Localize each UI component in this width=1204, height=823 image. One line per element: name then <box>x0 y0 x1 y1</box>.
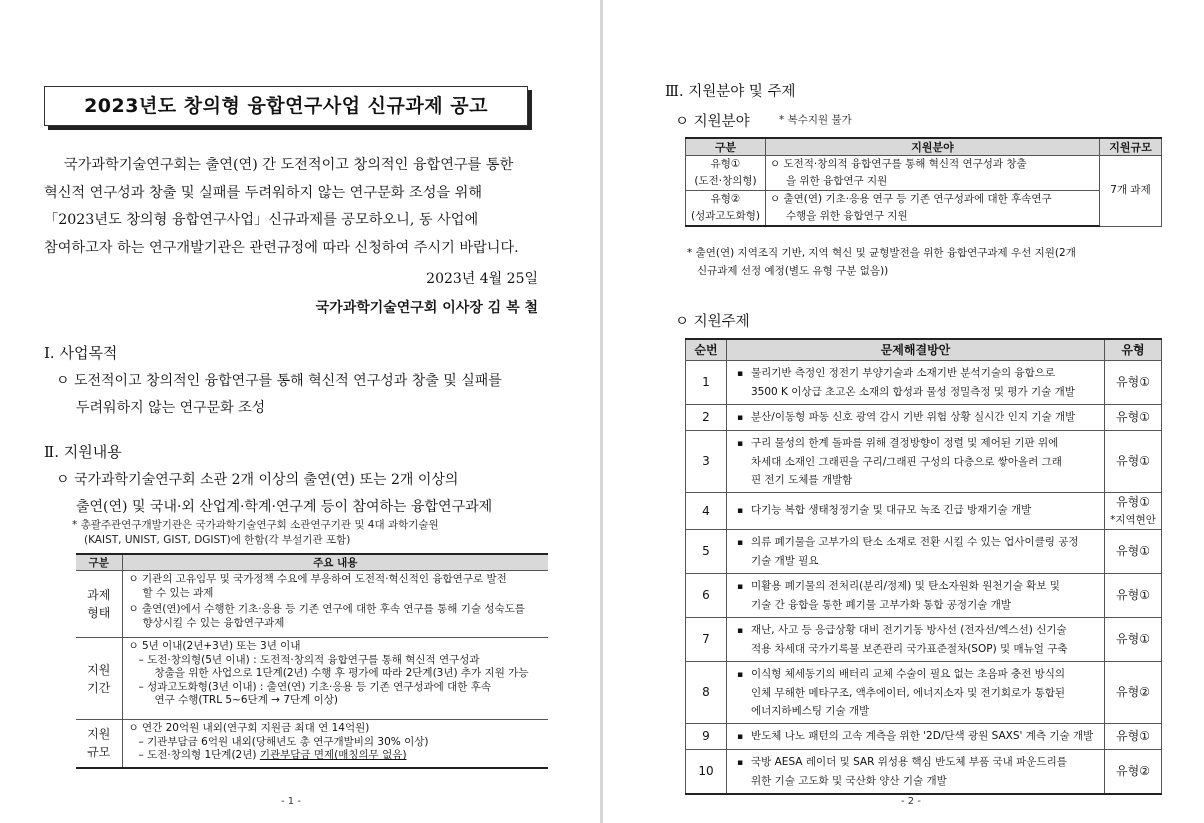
category-label: 지원 기간 <box>87 662 111 695</box>
category-label: 지원 규모 <box>87 727 111 760</box>
content-line: ㅇ 연간 20억원 내외(연구회 지원금 최대 연 14억원) <box>128 722 370 734</box>
type-line: 유형② <box>1116 764 1150 778</box>
desc-line: ㅇ 도전적·창의적 융합연구를 통해 혁신적 연구성과 창출 <box>770 158 1027 170</box>
row-content <box>122 638 548 720</box>
field-desc <box>766 191 1100 227</box>
content-line: 향상시킬 수 있는 융합연구과제 <box>142 616 285 629</box>
bullet-line: ㅇ 도전적이고 창의적인 융합연구를 통해 혁신적 연구성과 창출 및 실패를 <box>56 373 502 389</box>
solution-line: 인체 무해한 메타구조, 액추에이터, 에너지소자 및 전기회로가 통합된 <box>751 686 1066 699</box>
type-line: 유형① <box>1116 454 1150 468</box>
field-desc <box>766 156 1100 191</box>
content-line: – 도전·창의형(5년 이내) : 도전적·창의적 융합연구를 통해 혁신적 연구성과 <box>138 653 480 666</box>
document-page-2 <box>603 0 1204 823</box>
row-solution <box>727 492 1105 529</box>
support-field-table <box>685 137 1162 227</box>
table-row <box>76 720 548 768</box>
type-line: 유형① <box>1116 410 1150 424</box>
type-line: 유형① <box>1116 494 1150 509</box>
intro-line: 「2023년도 창의형 융합연구사업」신규과제를 공모하오니, 동 사업에 <box>44 212 479 228</box>
row-type <box>1105 617 1162 661</box>
type-line: 유형① <box>1116 588 1150 602</box>
page-number: - 2 - <box>901 796 921 807</box>
table-row <box>686 191 1162 227</box>
field-kind <box>686 156 766 191</box>
desc-line: 을 위한 융합연구 지원 <box>786 175 888 187</box>
row-number: 10 <box>686 749 727 794</box>
type-line: *지역현안 <box>1110 513 1156 526</box>
content-line: – 기관부담금 6억원 내외(당해년도 총 연구개발비의 30% 이상) <box>138 735 429 748</box>
row-solution <box>727 749 1105 794</box>
row-number: 3 <box>686 430 727 492</box>
table-header: 구분 <box>686 138 766 156</box>
row-type <box>1105 723 1162 749</box>
table-row <box>686 573 1162 617</box>
content-line: 창출을 위한 사업으로 1단계(2년) 수행 후 평가에 따라 2단계(3년) 추가 지원 가능 <box>154 667 529 679</box>
type-line: 유형① <box>1116 375 1150 389</box>
desc-line: 수행을 위한 융합연구 지원 <box>786 210 908 222</box>
row-type <box>1105 360 1162 404</box>
table-row <box>686 404 1162 430</box>
row-solution <box>727 573 1105 617</box>
row-type <box>1105 529 1162 573</box>
announcement-title-box <box>44 86 528 126</box>
row-category <box>76 571 122 638</box>
solution-line: ▪ 다기능 복합 생태청정기술 및 대규모 녹조 긴급 방재기술 개발 <box>737 501 1100 520</box>
type-line: 유형② <box>1116 685 1150 699</box>
content-line: ㅇ 출연(연)에서 수행한 기초·응용 등 기존 연구에 대한 후속 연구를 통해 기술 성숙도를 <box>128 603 525 615</box>
table-header: 지원규모 <box>1100 138 1162 156</box>
bullet-line: 출연(연) 및 국내·외 산업계·학계·연구계 등이 참여하는 융합연구과제 <box>76 499 493 515</box>
solution-line: 에너지하베스팅 기술 개발 <box>751 704 870 717</box>
solution-line: 기술 개발 필요 <box>751 554 819 567</box>
row-number: 7 <box>686 617 727 661</box>
document-page-1 <box>0 0 600 823</box>
row-type <box>1105 661 1162 723</box>
solution-line: 적용 차세대 국가기록물 보존관리 국가표준절차(SOP) 및 매뉴얼 구축 <box>751 642 1068 655</box>
solution-line: ▪ 반도체 나노 패턴의 고속 계측을 위한 '2D/단색 광원 SAXS' 계측 기술 개발 <box>737 727 1100 746</box>
solution-line: ▪ 구리 물성의 한계 돌파를 위해 결정방향이 정렬 및 제어된 기판 위에 <box>737 434 1100 453</box>
solution-line: ▪ 이식형 체세동기의 배터리 교체 수술이 필요 없는 초음파 충전 방식의 <box>737 665 1100 684</box>
topic-heading: ㅇ 지원주제 <box>675 314 750 330</box>
solution-line: 핀 전기 도체를 개발함 <box>751 473 853 486</box>
row-type <box>1105 430 1162 492</box>
section3-heading: Ⅲ. 지원분야 및 주제 <box>665 84 796 100</box>
bullet-line: 두려워하지 않는 연구문화 조성 <box>76 400 266 416</box>
page-number: - 1 - <box>281 796 301 807</box>
row-number: 2 <box>686 404 727 430</box>
row-content <box>122 720 548 768</box>
table-row <box>686 661 1162 723</box>
table-header: 구분 <box>76 554 122 571</box>
field-kind <box>686 191 766 227</box>
underlined-text: 기관부담금 면제(매칭의무 없음) <box>259 749 407 761</box>
kind-line: (성과고도화형) <box>690 210 761 222</box>
row-solution <box>727 360 1105 404</box>
kind-line: 유형② <box>710 193 741 205</box>
content-line: ㅇ 기관의 고유임무 및 국가정책 수요에 부응하여 도전적·혁신적인 융합연구로 발전 <box>128 573 507 585</box>
table-row <box>686 617 1162 661</box>
content-line: 할 수 있는 과제 <box>142 586 214 599</box>
row-solution <box>727 404 1105 430</box>
row-number: 1 <box>686 360 727 404</box>
table-header: 순번 <box>686 339 727 360</box>
table-row <box>686 723 1162 749</box>
table-row <box>686 360 1162 404</box>
row-type <box>1105 749 1162 794</box>
type-line: 유형① <box>1116 544 1150 558</box>
field-note: * 복수지원 불가 <box>779 114 852 126</box>
solution-line: 차세대 소재인 그래핀을 구리/그래핀 구성의 다층으로 쌓아올려 그래 <box>751 455 1062 468</box>
solution-line: ▪ 미활용 폐기물의 전처리(분리/정제) 및 탄소자원화 원천기술 확보 및 <box>737 577 1100 596</box>
solution-line: 3500 K 이상급 초고온 소재의 합성과 물성 정밀측정 및 평가 기술 개발 <box>751 385 1075 398</box>
note-line: (KAIST, UNIST, GIST, DGIST)에 한함(각 부설기관 포함) <box>84 534 351 546</box>
support-topic-table <box>685 338 1162 795</box>
kind-line: (도전·창의형) <box>694 175 757 187</box>
field-footnote <box>687 244 1076 280</box>
row-content <box>122 571 548 638</box>
field-scale: 7개 과제 <box>1100 156 1162 227</box>
row-solution <box>727 529 1105 573</box>
intro-line: 참여하고자 하는 연구개발기관은 관련규정에 따라 신청하여 주시기 바랍니다. <box>44 239 519 256</box>
signature: 국가과학기술연구회 이사장 김 복 철 <box>315 300 538 316</box>
section2-note <box>72 518 439 548</box>
table-header: 지원분야 <box>766 138 1100 156</box>
content-line: ㅇ 5년 이내(2년+3년) 또는 3년 이내 <box>128 640 301 652</box>
announcement-title: 2023년도 창의형 융합연구사업 신규과제 공고 <box>84 95 488 117</box>
table-header: 유형 <box>1105 339 1162 360</box>
row-number: 5 <box>686 529 727 573</box>
solution-line: 위한 기술 고도화 및 국산화 양산 기술 개발 <box>751 774 947 787</box>
solution-line: ▪ 의류 폐기물을 고부가의 탄소 소재로 전환 시킬 수 있는 업사이클링 공정 <box>737 533 1100 552</box>
table-header: 주요 내용 <box>122 554 548 571</box>
section1-bullet <box>56 368 502 422</box>
intro-paragraph <box>44 152 544 262</box>
table-row <box>686 156 1162 191</box>
content-text: – 도전·창의형 1단계(2년) <box>138 749 260 761</box>
row-solution <box>727 617 1105 661</box>
field-heading: ㅇ 지원분야 <box>675 114 750 130</box>
section2-bullet <box>56 467 492 521</box>
row-number: 8 <box>686 661 727 723</box>
table-row <box>686 492 1162 529</box>
row-solution <box>727 723 1105 749</box>
row-number: 9 <box>686 723 727 749</box>
kind-line: 유형① <box>710 158 741 170</box>
row-solution <box>727 661 1105 723</box>
topic-table-body <box>686 360 1162 794</box>
content-line <box>129 749 549 763</box>
row-number: 4 <box>686 492 727 529</box>
footnote-line: * 출연(연) 지역조직 기반, 지역 혁신 및 균형발전을 위한 융합연구과제 우선 지원(2개 <box>687 247 1076 259</box>
solution-line: ▪ 분산/이동형 파동 신호 광역 감시 기반 위험 상황 실시간 인지 기술 개발 <box>737 408 1100 427</box>
category-label: 과제 형태 <box>87 588 111 620</box>
section1-heading: Ⅰ. 사업목적 <box>44 344 118 362</box>
intro-line: 혁신적 연구성과 창출 및 실패를 두려워하지 않는 연구문화 조성을 위해 <box>44 184 483 201</box>
row-type <box>1105 404 1162 430</box>
table-row <box>76 638 548 720</box>
row-solution <box>727 430 1105 492</box>
row-category <box>76 638 122 720</box>
table-row <box>686 529 1162 573</box>
table-row <box>76 571 548 638</box>
support-content-table <box>76 553 548 769</box>
solution-line: ▪ 물리기반 측정인 정전기 부양기술과 소재기반 분석기술의 융합으로 <box>737 364 1100 383</box>
table-row <box>686 749 1162 794</box>
row-type <box>1105 573 1162 617</box>
row-category <box>76 720 122 768</box>
type-line: 유형① <box>1116 729 1150 743</box>
type-line: 유형① <box>1116 632 1150 646</box>
bullet-line: ㅇ 국가과학기술연구회 소관 2개 이상의 출연(연) 또는 2개 이상의 <box>56 472 459 488</box>
solution-line: ▪ 국방 AESA 레이더 및 SAR 위성용 핵심 반도체 부품 국내 파운드리를 <box>737 753 1100 772</box>
solution-line: ▪ 재난, 사고 등 응급상황 대비 전기기동 방사선 (전자선/엑스선) 신기술 <box>737 621 1100 640</box>
announcement-date: 2023년 4월 25일 <box>426 271 538 287</box>
row-type <box>1105 492 1162 529</box>
content-line: – 성과고도화형(3년 이내) : 출연(연) 기초·응용 등 기존 연구성과에 대한 후속 <box>138 680 492 693</box>
table-row <box>686 430 1162 492</box>
solution-line: 기술 간 융합을 통한 폐기물 고부가화 통합 공정기술 개발 <box>751 598 1011 611</box>
footnote-line: 신규과제 선정 예정(별도 유형 구분 없음)) <box>697 265 889 277</box>
desc-line: ㅇ 출연(연) 기초·응용 연구 등 기존 연구성과에 대한 후속연구 <box>770 193 1052 205</box>
content-line: 연구 수행(TRL 5~6단계 → 7단계 이상) <box>154 694 339 706</box>
note-line: * 총괄주관연구개발기관은 국가과학기술연구회 소관연구기관 및 4대 과학기술원 <box>72 519 439 531</box>
row-number: 6 <box>686 573 727 617</box>
table-header: 문제해결방안 <box>727 339 1105 360</box>
intro-line: 국가과학기술연구회는 출연(연) 간 도전적이고 창의적인 융합연구를 통한 <box>64 157 514 173</box>
section2-heading: Ⅱ. 지원내용 <box>44 443 122 461</box>
